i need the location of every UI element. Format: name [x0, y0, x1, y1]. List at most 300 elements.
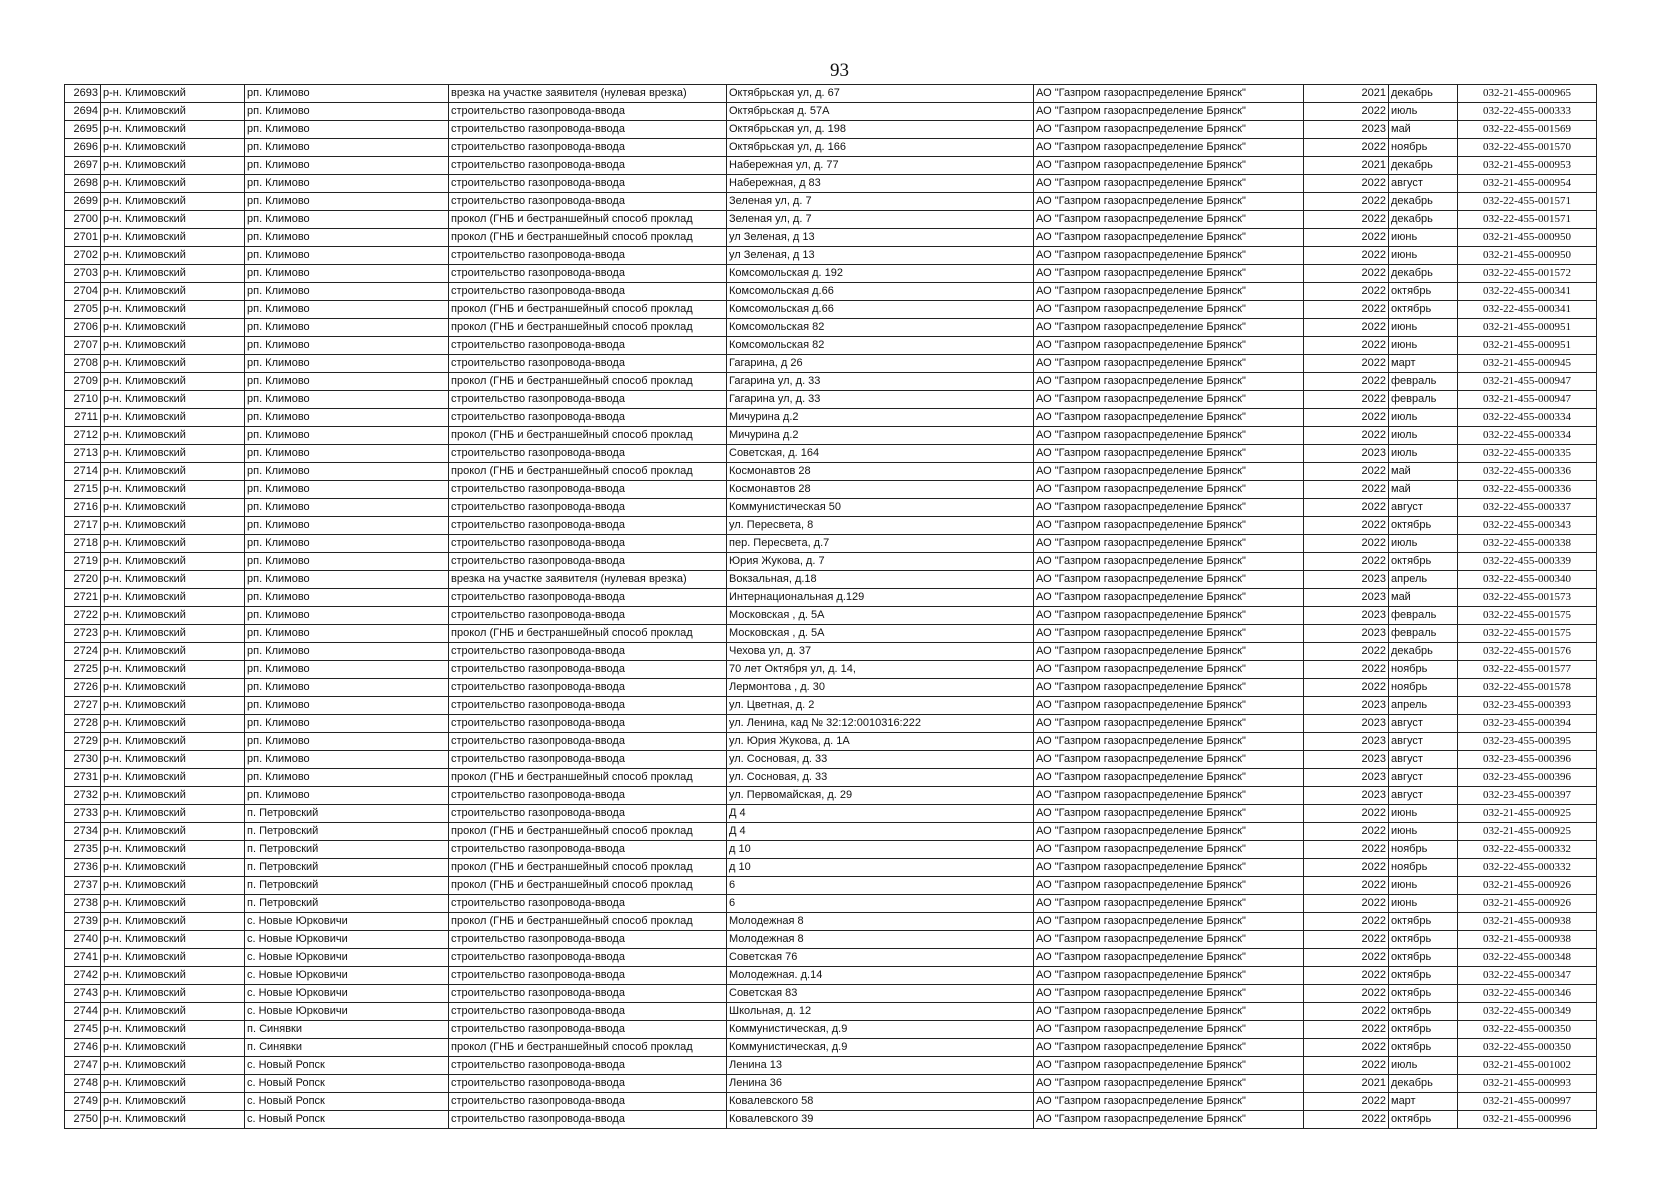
- table-row: [65, 301, 1597, 319]
- table-row: [65, 877, 1597, 895]
- locality-cell: рп. Климово: [245, 607, 449, 625]
- year-cell: 2022: [1304, 535, 1389, 553]
- year-cell: 2023: [1304, 733, 1389, 751]
- organization-cell: АО "Газпром газораспределение Брянск": [1034, 553, 1304, 571]
- work-type-cell: прокол (ГНБ и бестраншейный способ проклад: [449, 211, 727, 229]
- table-row: [65, 589, 1597, 607]
- row-number: 2743: [65, 985, 101, 1003]
- address-cell: Молодежная 8: [727, 931, 1034, 949]
- year-cell: 2023: [1304, 445, 1389, 463]
- locality-cell: с. Новый Ропск: [245, 1111, 449, 1129]
- work-type-cell: строительство газопровода-ввода: [449, 337, 727, 355]
- work-type-cell: строительство газопровода-ввода: [449, 1057, 727, 1075]
- table-row: [65, 517, 1597, 535]
- district-cell: р-н. Климовский: [101, 769, 245, 787]
- work-type-cell: прокол (ГНБ и бестраншейный способ проклад: [449, 913, 727, 931]
- month-cell: июнь: [1389, 229, 1458, 247]
- address-cell: Чехова ул, д. 37: [727, 643, 1034, 661]
- locality-cell: с. Новые Юрковичи: [245, 913, 449, 931]
- work-type-cell: строительство газопровода-ввода: [449, 103, 727, 121]
- address-cell: Гагарина ул, д. 33: [727, 391, 1034, 409]
- table-row: [65, 571, 1597, 589]
- locality-cell: п. Петровский: [245, 805, 449, 823]
- row-number: 2748: [65, 1075, 101, 1093]
- address-cell: Космонавтов 28: [727, 481, 1034, 499]
- table-row: [65, 103, 1597, 121]
- district-cell: р-н. Климовский: [101, 1021, 245, 1039]
- row-number: 2747: [65, 1057, 101, 1075]
- district-cell: р-н. Климовский: [101, 715, 245, 733]
- locality-cell: рп. Климово: [245, 571, 449, 589]
- district-cell: р-н. Климовский: [101, 175, 245, 193]
- address-cell: Молодежная. д.14: [727, 967, 1034, 985]
- table-row: [65, 967, 1597, 985]
- district-cell: р-н. Климовский: [101, 319, 245, 337]
- locality-cell: рп. Климово: [245, 535, 449, 553]
- locality-cell: рп. Климово: [245, 769, 449, 787]
- work-type-cell: прокол (ГНБ и бестраншейный способ проклад: [449, 463, 727, 481]
- year-cell: 2022: [1304, 175, 1389, 193]
- row-number: 2703: [65, 265, 101, 283]
- row-number: 2725: [65, 661, 101, 679]
- month-cell: ноябрь: [1389, 661, 1458, 679]
- row-number: 2693: [65, 85, 101, 103]
- contract-code-cell: 032-22-455-000334: [1458, 409, 1597, 427]
- month-cell: июль: [1389, 103, 1458, 121]
- work-type-cell: строительство газопровода-ввода: [449, 949, 727, 967]
- work-type-cell: строительство газопровода-ввода: [449, 1075, 727, 1093]
- work-type-cell: строительство газопровода-ввода: [449, 481, 727, 499]
- row-number: 2727: [65, 697, 101, 715]
- year-cell: 2022: [1304, 1057, 1389, 1075]
- month-cell: июнь: [1389, 877, 1458, 895]
- year-cell: 2023: [1304, 769, 1389, 787]
- work-type-cell: строительство газопровода-ввода: [449, 1093, 727, 1111]
- locality-cell: рп. Климово: [245, 427, 449, 445]
- month-cell: октябрь: [1389, 1111, 1458, 1129]
- locality-cell: п. Петровский: [245, 841, 449, 859]
- table-row: [65, 1075, 1597, 1093]
- row-number: 2699: [65, 193, 101, 211]
- address-cell: ул. Юрия Жукова, д. 1А: [727, 733, 1034, 751]
- contract-code-cell: 032-21-455-000965: [1458, 85, 1597, 103]
- row-number: 2709: [65, 373, 101, 391]
- locality-cell: рп. Климово: [245, 481, 449, 499]
- address-cell: 6: [727, 895, 1034, 913]
- organization-cell: АО "Газпром газораспределение Брянск": [1034, 391, 1304, 409]
- contract-code-cell: 032-22-455-000336: [1458, 463, 1597, 481]
- address-cell: Ковалевского 39: [727, 1111, 1034, 1129]
- work-type-cell: строительство газопровода-ввода: [449, 409, 727, 427]
- table-row: [65, 193, 1597, 211]
- row-number: 2739: [65, 913, 101, 931]
- work-type-cell: строительство газопровода-ввода: [449, 661, 727, 679]
- district-cell: р-н. Климовский: [101, 301, 245, 319]
- table-row: [65, 463, 1597, 481]
- organization-cell: АО "Газпром газораспределение Брянск": [1034, 337, 1304, 355]
- table-row: [65, 409, 1597, 427]
- month-cell: октябрь: [1389, 1003, 1458, 1021]
- table-row: [65, 175, 1597, 193]
- address-cell: ул. Ленина, кад № 32:12:0010316:222: [727, 715, 1034, 733]
- month-cell: июнь: [1389, 895, 1458, 913]
- contract-code-cell: 032-21-455-000947: [1458, 373, 1597, 391]
- work-type-cell: строительство газопровода-ввода: [449, 985, 727, 1003]
- month-cell: декабрь: [1389, 85, 1458, 103]
- work-type-cell: прокол (ГНБ и бестраншейный способ проклад: [449, 877, 727, 895]
- locality-cell: с. Новые Юрковичи: [245, 949, 449, 967]
- work-type-cell: строительство газопровода-ввода: [449, 157, 727, 175]
- month-cell: февраль: [1389, 373, 1458, 391]
- work-type-cell: строительство газопровода-ввода: [449, 499, 727, 517]
- table-row: [65, 499, 1597, 517]
- row-number: 2696: [65, 139, 101, 157]
- month-cell: ноябрь: [1389, 859, 1458, 877]
- contract-code-cell: 032-21-455-000925: [1458, 823, 1597, 841]
- table-row: [65, 337, 1597, 355]
- organization-cell: АО "Газпром газораспределение Брянск": [1034, 175, 1304, 193]
- organization-cell: АО "Газпром газораспределение Брянск": [1034, 535, 1304, 553]
- work-type-cell: строительство газопровода-ввода: [449, 787, 727, 805]
- table-row: [65, 769, 1597, 787]
- address-cell: Коммунистическая, д.9: [727, 1021, 1034, 1039]
- table-row: [65, 445, 1597, 463]
- organization-cell: АО "Газпром газораспределение Брянск": [1034, 787, 1304, 805]
- month-cell: декабрь: [1389, 1075, 1458, 1093]
- month-cell: ноябрь: [1389, 841, 1458, 859]
- year-cell: 2022: [1304, 229, 1389, 247]
- month-cell: июль: [1389, 445, 1458, 463]
- organization-cell: АО "Газпром газораспределение Брянск": [1034, 733, 1304, 751]
- address-cell: Комсомольская 82: [727, 319, 1034, 337]
- locality-cell: рп. Климово: [245, 193, 449, 211]
- contract-code-cell: 032-22-455-000338: [1458, 535, 1597, 553]
- work-type-cell: строительство газопровода-ввода: [449, 805, 727, 823]
- table-row: [65, 805, 1597, 823]
- month-cell: декабрь: [1389, 193, 1458, 211]
- district-cell: р-н. Климовский: [101, 283, 245, 301]
- row-number: 2697: [65, 157, 101, 175]
- month-cell: июль: [1389, 409, 1458, 427]
- year-cell: 2022: [1304, 1003, 1389, 1021]
- work-type-cell: строительство газопровода-ввода: [449, 733, 727, 751]
- month-cell: март: [1389, 355, 1458, 373]
- year-cell: 2021: [1304, 157, 1389, 175]
- row-number: 2721: [65, 589, 101, 607]
- organization-cell: АО "Газпром газораспределение Брянск": [1034, 445, 1304, 463]
- month-cell: апрель: [1389, 571, 1458, 589]
- table-row: [65, 481, 1597, 499]
- address-cell: Коммунистическая 50: [727, 499, 1034, 517]
- work-type-cell: прокол (ГНБ и бестраншейный способ проклад: [449, 1039, 727, 1057]
- work-type-cell: врезка на участке заявителя (нулевая врезка): [449, 571, 727, 589]
- locality-cell: рп. Климово: [245, 643, 449, 661]
- address-cell: Гагарина ул, д. 33: [727, 373, 1034, 391]
- table-row: [65, 607, 1597, 625]
- contract-code-cell: 032-22-455-000335: [1458, 445, 1597, 463]
- locality-cell: рп. Климово: [245, 553, 449, 571]
- row-number: 2729: [65, 733, 101, 751]
- organization-cell: АО "Газпром газораспределение Брянск": [1034, 1075, 1304, 1093]
- locality-cell: рп. Климово: [245, 301, 449, 319]
- organization-cell: АО "Газпром газораспределение Брянск": [1034, 715, 1304, 733]
- year-cell: 2022: [1304, 211, 1389, 229]
- organization-cell: АО "Газпром газораспределение Брянск": [1034, 1003, 1304, 1021]
- contract-code-cell: 032-21-455-000997: [1458, 1093, 1597, 1111]
- address-cell: Гагарина, д 26: [727, 355, 1034, 373]
- address-cell: Ленина 13: [727, 1057, 1034, 1075]
- table-row: [65, 841, 1597, 859]
- year-cell: 2023: [1304, 697, 1389, 715]
- work-type-cell: строительство газопровода-ввода: [449, 265, 727, 283]
- row-number: 2702: [65, 247, 101, 265]
- table-row: [65, 121, 1597, 139]
- table-row: [65, 625, 1597, 643]
- contract-code-cell: 032-21-455-000947: [1458, 391, 1597, 409]
- district-cell: р-н. Климовский: [101, 463, 245, 481]
- organization-cell: АО "Газпром газораспределение Брянск": [1034, 841, 1304, 859]
- row-number: 2740: [65, 931, 101, 949]
- row-number: 2715: [65, 481, 101, 499]
- address-cell: Московская , д. 5А: [727, 607, 1034, 625]
- district-cell: р-н. Климовский: [101, 391, 245, 409]
- row-number: 2736: [65, 859, 101, 877]
- row-number: 2695: [65, 121, 101, 139]
- contract-code-cell: 032-22-455-001576: [1458, 643, 1597, 661]
- contract-code-cell: 032-23-455-000393: [1458, 697, 1597, 715]
- organization-cell: АО "Газпром газораспределение Брянск": [1034, 769, 1304, 787]
- organization-cell: АО "Газпром газораспределение Брянск": [1034, 913, 1304, 931]
- address-cell: Юрия Жукова, д. 7: [727, 553, 1034, 571]
- district-cell: р-н. Климовский: [101, 355, 245, 373]
- row-number: 2714: [65, 463, 101, 481]
- contract-code-cell: 032-22-455-000347: [1458, 967, 1597, 985]
- organization-cell: АО "Газпром газораспределение Брянск": [1034, 877, 1304, 895]
- contract-code-cell: 032-21-455-001002: [1458, 1057, 1597, 1075]
- work-type-cell: строительство газопровода-ввода: [449, 121, 727, 139]
- district-cell: р-н. Климовский: [101, 1075, 245, 1093]
- year-cell: 2022: [1304, 661, 1389, 679]
- table-row: [65, 859, 1597, 877]
- year-cell: 2022: [1304, 1111, 1389, 1129]
- address-cell: Мичурина д.2: [727, 409, 1034, 427]
- contract-code-cell: 032-21-455-000938: [1458, 913, 1597, 931]
- locality-cell: рп. Климово: [245, 139, 449, 157]
- district-cell: р-н. Климовский: [101, 409, 245, 427]
- work-type-cell: прокол (ГНБ и бестраншейный способ проклад: [449, 859, 727, 877]
- work-type-cell: строительство газопровода-ввода: [449, 193, 727, 211]
- row-number: 2731: [65, 769, 101, 787]
- contract-code-cell: 032-21-455-000950: [1458, 247, 1597, 265]
- table-row: [65, 1111, 1597, 1129]
- contract-code-cell: 032-21-455-000945: [1458, 355, 1597, 373]
- organization-cell: АО "Газпром газораспределение Брянск": [1034, 1021, 1304, 1039]
- month-cell: декабрь: [1389, 157, 1458, 175]
- district-cell: р-н. Климовский: [101, 427, 245, 445]
- locality-cell: с. Новые Юрковичи: [245, 931, 449, 949]
- row-number: 2732: [65, 787, 101, 805]
- work-type-cell: врезка на участке заявителя (нулевая врезка): [449, 85, 727, 103]
- month-cell: март: [1389, 1093, 1458, 1111]
- work-type-cell: строительство газопровода-ввода: [449, 283, 727, 301]
- row-number: 2741: [65, 949, 101, 967]
- district-cell: р-н. Климовский: [101, 931, 245, 949]
- organization-cell: АО "Газпром газораспределение Брянск": [1034, 1093, 1304, 1111]
- row-number: 2749: [65, 1093, 101, 1111]
- address-cell: Д 4: [727, 805, 1034, 823]
- organization-cell: АО "Газпром газораспределение Брянск": [1034, 607, 1304, 625]
- address-cell: Московская , д. 5А: [727, 625, 1034, 643]
- month-cell: август: [1389, 715, 1458, 733]
- work-type-cell: строительство газопровода-ввода: [449, 895, 727, 913]
- address-cell: Молодежная 8: [727, 913, 1034, 931]
- address-cell: Комсомольская д.66: [727, 283, 1034, 301]
- month-cell: октябрь: [1389, 553, 1458, 571]
- gas-connections-table: [64, 84, 1597, 1129]
- contract-code-cell: 032-23-455-000395: [1458, 733, 1597, 751]
- row-number: 2746: [65, 1039, 101, 1057]
- contract-code-cell: 032-21-455-000925: [1458, 805, 1597, 823]
- address-cell: Зеленая ул, д. 7: [727, 211, 1034, 229]
- locality-cell: рп. Климово: [245, 211, 449, 229]
- address-cell: Октябрьская ул, д. 166: [727, 139, 1034, 157]
- month-cell: июль: [1389, 535, 1458, 553]
- contract-code-cell: 032-22-455-000346: [1458, 985, 1597, 1003]
- contract-code-cell: 032-22-455-000339: [1458, 553, 1597, 571]
- month-cell: февраль: [1389, 607, 1458, 625]
- contract-code-cell: 032-22-455-000336: [1458, 481, 1597, 499]
- address-cell: Коммунистическая, д.9: [727, 1039, 1034, 1057]
- year-cell: 2022: [1304, 391, 1389, 409]
- organization-cell: АО "Газпром газораспределение Брянск": [1034, 895, 1304, 913]
- district-cell: р-н. Климовский: [101, 1039, 245, 1057]
- contract-code-cell: 032-22-455-001575: [1458, 607, 1597, 625]
- month-cell: декабрь: [1389, 643, 1458, 661]
- contract-code-cell: 032-22-455-000343: [1458, 517, 1597, 535]
- table-row: [65, 283, 1597, 301]
- row-number: 2742: [65, 967, 101, 985]
- district-cell: р-н. Климовский: [101, 1111, 245, 1129]
- organization-cell: АО "Газпром газораспределение Брянск": [1034, 463, 1304, 481]
- row-number: 2724: [65, 643, 101, 661]
- month-cell: декабрь: [1389, 265, 1458, 283]
- table-row: [65, 1021, 1597, 1039]
- table-row: [65, 427, 1597, 445]
- address-cell: Комсомольская д. 192: [727, 265, 1034, 283]
- locality-cell: рп. Климово: [245, 373, 449, 391]
- year-cell: 2022: [1304, 517, 1389, 535]
- work-type-cell: прокол (ГНБ и бестраншейный способ проклад: [449, 229, 727, 247]
- table-row: [65, 1057, 1597, 1075]
- address-cell: Набережная, д 83: [727, 175, 1034, 193]
- locality-cell: рп. Климово: [245, 409, 449, 427]
- district-cell: р-н. Климовский: [101, 1093, 245, 1111]
- address-cell: Лермонтова , д. 30: [727, 679, 1034, 697]
- district-cell: р-н. Климовский: [101, 787, 245, 805]
- month-cell: май: [1389, 463, 1458, 481]
- contract-code-cell: 032-22-455-000349: [1458, 1003, 1597, 1021]
- locality-cell: рп. Климово: [245, 499, 449, 517]
- year-cell: 2022: [1304, 1021, 1389, 1039]
- district-cell: р-н. Климовский: [101, 625, 245, 643]
- table-row: [65, 1039, 1597, 1057]
- address-cell: Школьная, д. 12: [727, 1003, 1034, 1021]
- year-cell: 2023: [1304, 625, 1389, 643]
- organization-cell: АО "Газпром газораспределение Брянск": [1034, 193, 1304, 211]
- address-cell: 70 лет Октября ул, д. 14,: [727, 661, 1034, 679]
- work-type-cell: строительство газопровода-ввода: [449, 535, 727, 553]
- address-cell: д 10: [727, 859, 1034, 877]
- table-row: [65, 265, 1597, 283]
- row-number: 2694: [65, 103, 101, 121]
- table-row: [65, 661, 1597, 679]
- address-cell: ул Зеленая, д 13: [727, 229, 1034, 247]
- year-cell: 2022: [1304, 499, 1389, 517]
- table-row: [65, 391, 1597, 409]
- row-number: 2735: [65, 841, 101, 859]
- work-type-cell: строительство газопровода-ввода: [449, 391, 727, 409]
- contract-code-cell: 032-21-455-000951: [1458, 319, 1597, 337]
- address-cell: ул Зеленая, д 13: [727, 247, 1034, 265]
- locality-cell: п. Синявки: [245, 1039, 449, 1057]
- district-cell: р-н. Климовский: [101, 589, 245, 607]
- table-row: [65, 949, 1597, 967]
- month-cell: октябрь: [1389, 913, 1458, 931]
- contract-code-cell: 032-21-455-000950: [1458, 229, 1597, 247]
- contract-code-cell: 032-22-455-001573: [1458, 589, 1597, 607]
- row-number: 2738: [65, 895, 101, 913]
- month-cell: февраль: [1389, 391, 1458, 409]
- year-cell: 2022: [1304, 355, 1389, 373]
- locality-cell: с. Новый Ропск: [245, 1093, 449, 1111]
- table-row: [65, 931, 1597, 949]
- organization-cell: АО "Газпром газораспределение Брянск": [1034, 985, 1304, 1003]
- month-cell: октябрь: [1389, 967, 1458, 985]
- contract-code-cell: 032-22-455-000350: [1458, 1039, 1597, 1057]
- table-row: [65, 85, 1597, 103]
- contract-code-cell: 032-21-455-000926: [1458, 895, 1597, 913]
- organization-cell: АО "Газпром газораспределение Брянск": [1034, 1039, 1304, 1057]
- address-cell: Д 4: [727, 823, 1034, 841]
- contract-code-cell: 032-22-455-000350: [1458, 1021, 1597, 1039]
- table-row: [65, 1003, 1597, 1021]
- year-cell: 2022: [1304, 427, 1389, 445]
- district-cell: р-н. Климовский: [101, 247, 245, 265]
- work-type-cell: строительство газопровода-ввода: [449, 247, 727, 265]
- locality-cell: рп. Климово: [245, 715, 449, 733]
- year-cell: 2023: [1304, 715, 1389, 733]
- locality-cell: рп. Климово: [245, 391, 449, 409]
- year-cell: 2022: [1304, 985, 1389, 1003]
- locality-cell: п. Петровский: [245, 823, 449, 841]
- locality-cell: п. Синявки: [245, 1021, 449, 1039]
- organization-cell: АО "Газпром газораспределение Брянск": [1034, 427, 1304, 445]
- table-row: [65, 787, 1597, 805]
- contract-code-cell: 032-22-455-000333: [1458, 103, 1597, 121]
- organization-cell: АО "Газпром газораспределение Брянск": [1034, 643, 1304, 661]
- year-cell: 2022: [1304, 139, 1389, 157]
- work-type-cell: прокол (ГНБ и бестраншейный способ проклад: [449, 427, 727, 445]
- contract-code-cell: 032-21-455-000954: [1458, 175, 1597, 193]
- month-cell: декабрь: [1389, 211, 1458, 229]
- month-cell: октябрь: [1389, 985, 1458, 1003]
- row-number: 2706: [65, 319, 101, 337]
- address-cell: ул. Первомайская, д. 29: [727, 787, 1034, 805]
- year-cell: 2023: [1304, 787, 1389, 805]
- contract-code-cell: 032-22-455-001571: [1458, 211, 1597, 229]
- contract-code-cell: 032-21-455-000938: [1458, 931, 1597, 949]
- contract-code-cell: 032-21-455-000993: [1458, 1075, 1597, 1093]
